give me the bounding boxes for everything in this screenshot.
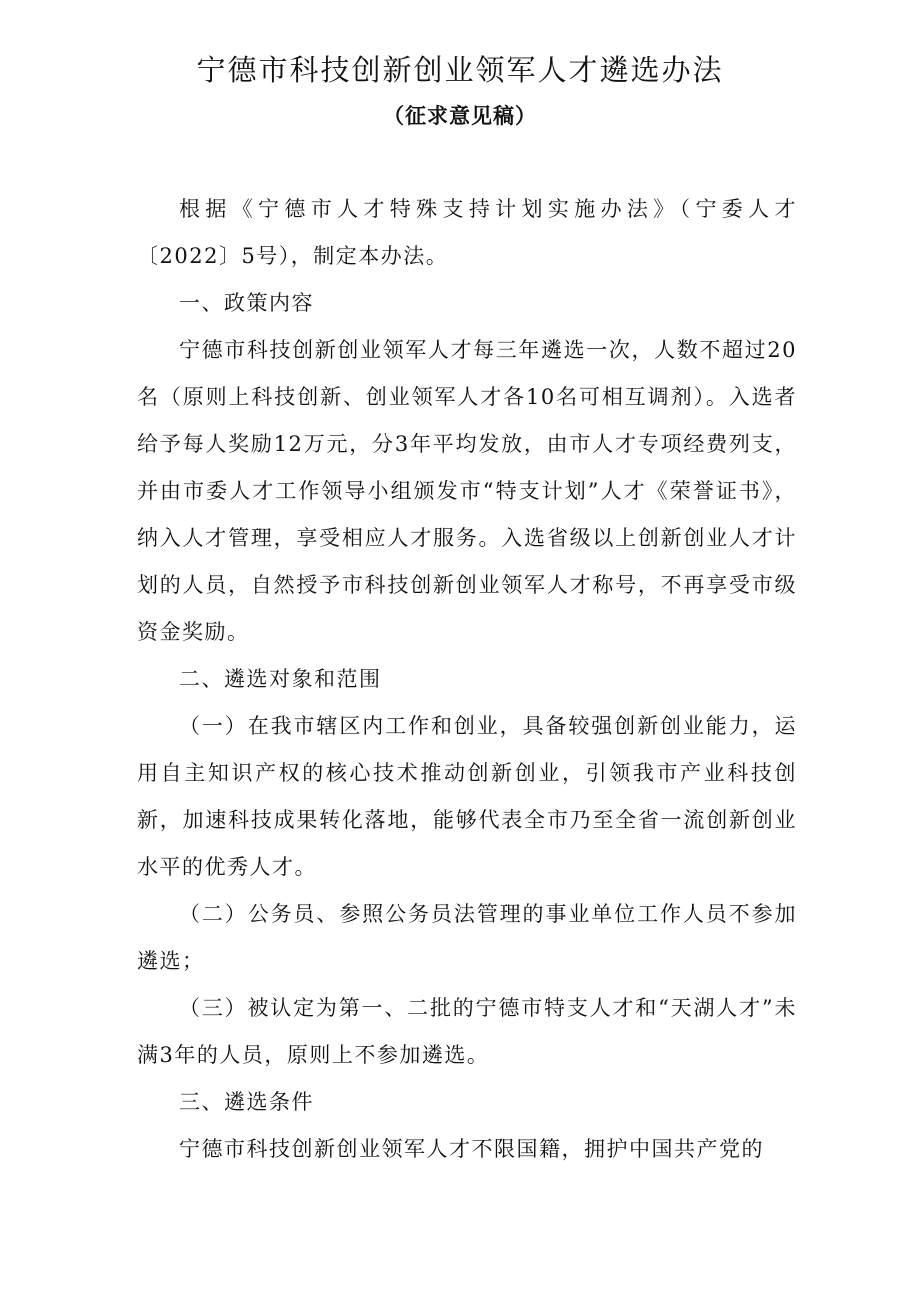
paragraph-basis: 根据《宁德市人才特殊支持计划实施办法》（宁委人才〔2022〕5号），制定本办法。 xyxy=(137,197,797,268)
section-heading-scope: 二、遴选对象和范围 xyxy=(179,667,382,691)
document-subtitle: （征求意见稿） xyxy=(383,104,537,128)
document-body xyxy=(137,186,797,1173)
paragraph-scope-2: （二）公务员、参照公务员法管理的事业单位工作人员不参加遴选； xyxy=(137,902,797,973)
paragraph-policy-content: 宁德市科技创新创业领军人才每三年遴选一次，人数不超过20名（原则上科技创新、创业领军人才各10名可相互调剂）。入选者给予每人奖励12万元，分3年平均发放，由市人才专项经费列支，并由市委人才工作领导小组颁发市“特支计划”人才《荣誉证书》，纳入人才管理，享受相应人才服务。入选省级以上创新创业人才计划的人员，自然授予市科技创新创业领军人才称号，不再享受市级资金奖励。 xyxy=(137,338,797,644)
paragraph-conditions: 宁德市科技创新创业领军人才不限国籍，拥护中国共产党的 xyxy=(179,1137,764,1161)
section-heading-conditions: 三、遴选条件 xyxy=(179,1090,314,1114)
document-title: 宁德市科技创新创业领军人才遴选办法 xyxy=(196,53,724,87)
paragraph-scope-3: （三）被认定为第一、二批的宁德市特支人才和“天湖人才”未满3年的人员，原则上不参加遴选。 xyxy=(137,996,797,1067)
section-heading-policy: 一、政策内容 xyxy=(179,291,314,315)
paragraph-scope-1: （一）在我市辖区内工作和创业，具备较强创新创业能力，运用自主知识产权的核心技术推动创新创业，引领我市产业科技创新，加速科技成果转化落地，能够代表全市乃至全省一流创新创业水平的优秀人才。 xyxy=(137,714,797,879)
